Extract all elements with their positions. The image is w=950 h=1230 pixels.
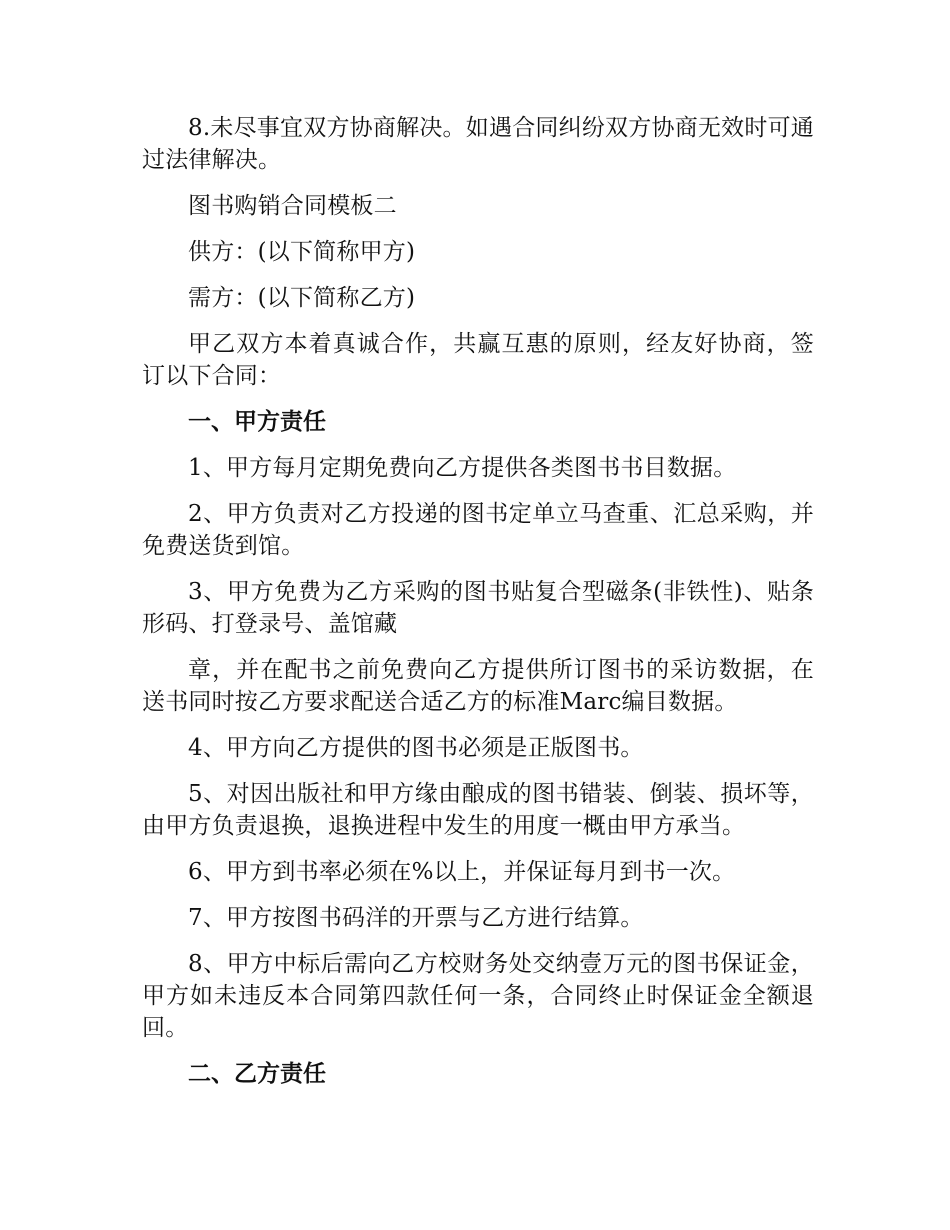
clause-a-6: 6、甲方到书率必须在%以上，并保证每月到书一次。: [188, 859, 736, 885]
paragraph-template-title: 图书购销合同模板二: [188, 193, 397, 219]
paragraph-negotiation-clause: 8.未尽事宜双方协商解决。如遇合同纠纷双方协商无效时可通过法律解决。: [142, 115, 814, 173]
clause-a-7: 7、甲方按图书码洋的开票与乙方进行结算。: [188, 905, 644, 931]
clause-a-1: 1、甲方每月定期免费向乙方提供各类图书书目数据。: [188, 455, 737, 481]
paragraph-supplier: 供方：(以下简称甲方): [188, 239, 416, 265]
document-body: [142, 112, 814, 1104]
paragraph-preamble: 甲乙双方本着真诚合作，共赢互惠的原则，经友好协商，签订以下合同：: [142, 331, 814, 389]
section-heading-party-b: 二、乙方责任: [188, 1061, 326, 1087]
section-heading-party-a: 一、甲方责任: [188, 409, 326, 435]
clause-a-2: 2、甲方负责对乙方投递的图书定单立马查重、汇总采购，并免费送货到馆。: [142, 501, 814, 559]
clause-a-3-continued: 章，并在配书之前免费向乙方提供所订图书的采访数据，在送书同时按乙方要求配送合适乙方的标准Marc编目数据。: [142, 657, 814, 715]
clause-a-3: 3、甲方免费为乙方采购的图书贴复合型磁条(非铁性)、贴条形码、打登录号、盖馆藏: [142, 579, 814, 637]
clause-a-5: 5、对因出版社和甲方缘由酿成的图书错装、倒装、损坏等，由甲方负责退换，退换进程中发生的用度一概由甲方承当。: [142, 781, 814, 839]
clause-a-8: 8、甲方中标后需向乙方校财务处交纳壹万元的图书保证金，甲方如未违反本合同第四款任何一条，合同终止时保证金全额退回。: [142, 951, 814, 1041]
clause-a-4: 4、甲方向乙方提供的图书必须是正版图书。: [188, 735, 644, 761]
paragraph-buyer: 需方：(以下简称乙方): [188, 285, 416, 311]
